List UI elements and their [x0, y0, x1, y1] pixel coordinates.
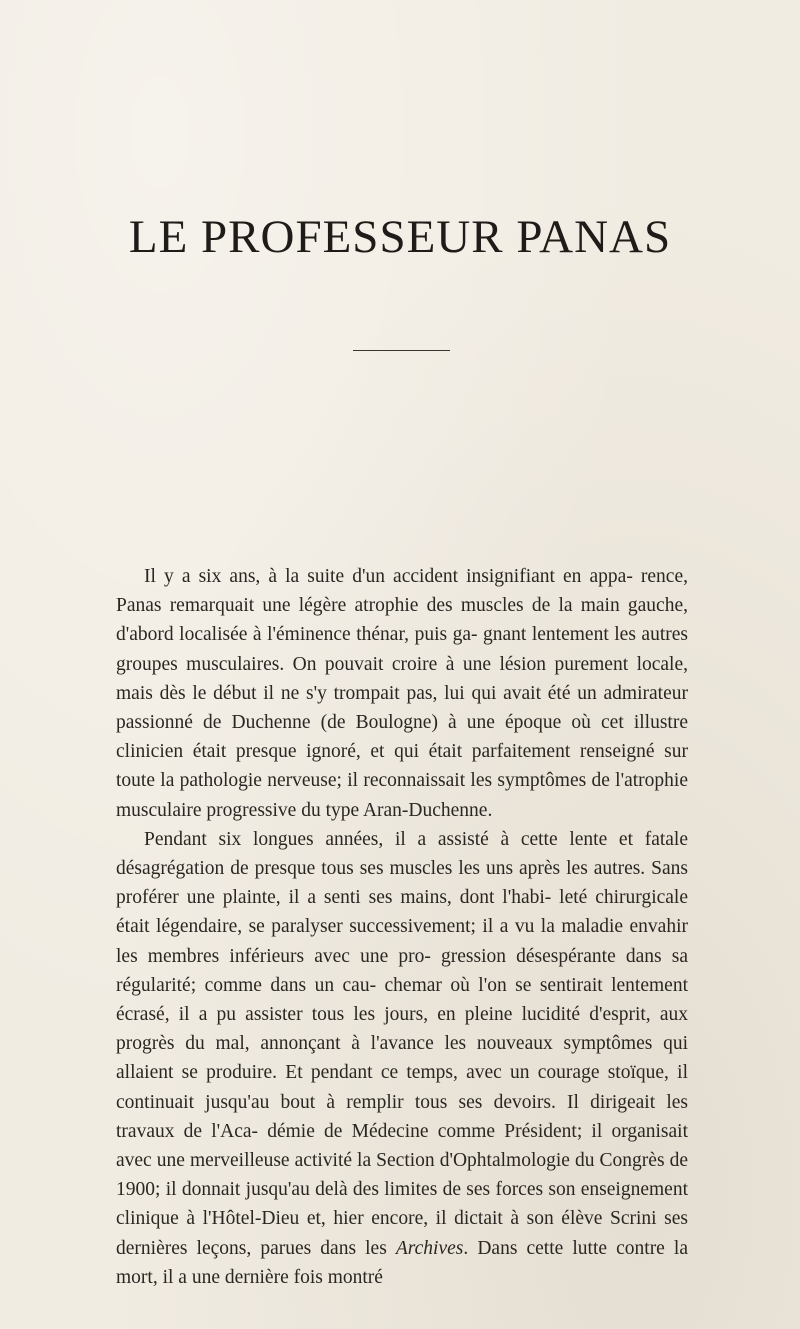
- paragraph-2: [116, 825, 688, 1292]
- title-divider: [353, 350, 450, 351]
- paragraph-1: [116, 562, 688, 825]
- archives-reference: Archives: [395, 1237, 464, 1259]
- paragraph-2-continuation: . Dans cette lutte contre la mort, il a une dernière fois montré: [116, 1237, 688, 1288]
- paragraph-1-text: Il y a six ans, à la suite d'un accident insignifiant en appa- rence, Panas remarquait une légère atrophie des muscles de la main gauche, d'abord localisée à l'éminence thénar, puis ga- gnant lentement les autres groupes musculaires. On pouvait croire à une lésion purement locale, mais dès le début il ne s'y trompait pas, lui qui avait été un admirateur passionné de Duchenne (de Boulogne) à une époque où cet illustre clinicien était presque ignoré, et qui était parfaitement renseigné sur toute la pathologie nerveuse; il reconnaissait les symptômes de l'atrophie musculaire progressive du type Aran-Duchenne.: [116, 566, 688, 821]
- page-title: LE PROFESSEUR PANAS: [128, 211, 672, 263]
- body-text: [116, 562, 688, 1292]
- paragraph-2-text: Pendant six longues années, il a assisté à cette lente et fatale désagrégation de presque tous ses muscles les uns après les autres. Sans proférer une plainte, il a senti ses mains, dont l'habi- leté chirurgicale était légendaire, se paralyser successivement; il a vu la maladie envahir les membres inférieurs avec une pro- gression désespérante dans sa régularité; comme dans un cau- chemar où l'on se sentirait lentement écrasé, il a pu assister tous les jours, en pleine lucidité d'esprit, aux progrès du mal, annonçant à l'avance les nouveaux symptômes qui allaient se produire. Et pendant ce temps, avec un courage stoïque, il continuait jusqu'au bout à remplir tous ses devoirs. Il dirigeait les travaux de l'Aca- démie de Médecine comme Président; il organisait avec une merveilleuse activité la Section d'Ophtalmologie du Congrès de 1900; il donnait jusqu'au delà des limites de ses forces son enseignement clinique à l'Hôtel-Dieu et, hier encore, il dictait à son élève Scrini ses dernières leçons, parues dans les: [116, 828, 688, 1259]
